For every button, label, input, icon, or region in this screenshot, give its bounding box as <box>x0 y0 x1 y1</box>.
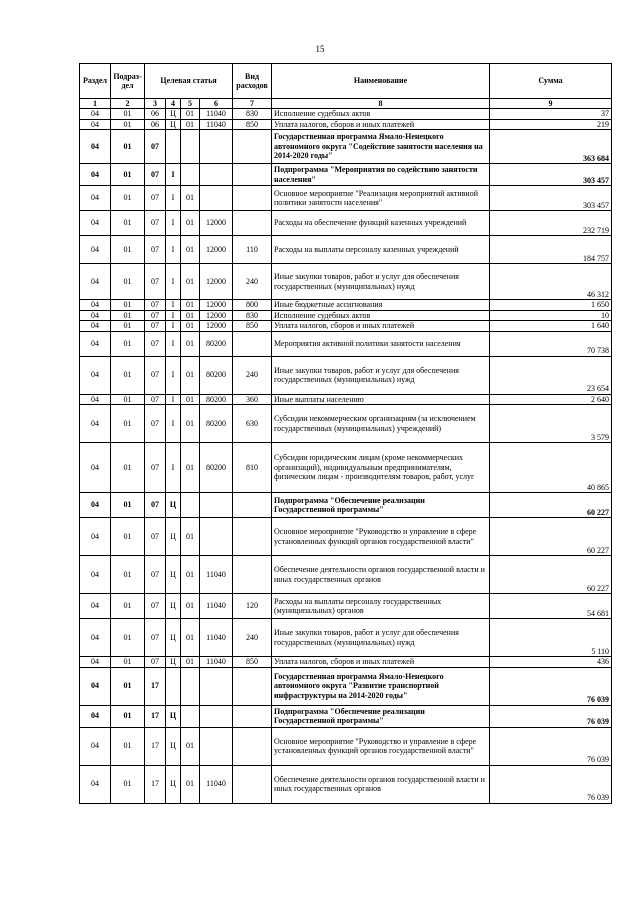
cell-cs-subprogram: Ц <box>166 594 181 619</box>
cell-naimenovanie: Исполнение судебных актов <box>272 109 490 120</box>
cell-cs-program: 06 <box>145 119 166 130</box>
cell-summa: 46 312 <box>490 264 612 300</box>
cell-cs-subprogram: I <box>166 331 181 356</box>
cell-cs-direction: 12000 <box>200 310 233 321</box>
cell-cs-event: 01 <box>181 310 200 321</box>
header-summa: Сумма <box>490 64 612 99</box>
cell-cs-direction <box>200 705 233 727</box>
cell-naimenovanie: Мероприятия активной политики занятости населения <box>272 331 490 356</box>
cell-vid-rashodov: 120 <box>233 594 272 619</box>
cell-cs-direction: 80200 <box>200 394 233 405</box>
cell-naimenovanie: Субсидии юридическим лицам (кроме некоммерческих организаций), индивидуальным предпринимателям, физическим лицам - производителям товаров, работ, услуг <box>272 443 490 493</box>
cell-razdel: 04 <box>80 164 111 186</box>
cell-cs-event: 01 <box>181 594 200 619</box>
cell-cs-subprogram: I <box>166 405 181 443</box>
col-number: 1 <box>80 99 111 109</box>
cell-cs-program: 17 <box>145 667 166 705</box>
cell-podrazdel: 01 <box>111 667 145 705</box>
cell-cs-program: 07 <box>145 130 166 164</box>
cell-cs-direction: 12000 <box>200 300 233 311</box>
cell-razdel: 04 <box>80 619 111 657</box>
cell-summa: 40 865 <box>490 443 612 493</box>
table-row <box>80 765 612 803</box>
page-number: 15 <box>315 44 325 54</box>
table-row <box>80 109 612 120</box>
cell-podrazdel: 01 <box>111 109 145 120</box>
cell-cs-subprogram: Ц <box>166 727 181 765</box>
cell-cs-subprogram: I <box>166 443 181 493</box>
cell-cs-subprogram: I <box>166 264 181 300</box>
cell-cs-event: 01 <box>181 331 200 356</box>
cell-cs-program: 07 <box>145 619 166 657</box>
cell-cs-event: 01 <box>181 109 200 120</box>
table-row <box>80 667 612 705</box>
cell-cs-direction <box>200 130 233 164</box>
cell-cs-program: 07 <box>145 518 166 556</box>
cell-cs-direction: 11040 <box>200 119 233 130</box>
cell-cs-direction: 12000 <box>200 321 233 332</box>
cell-podrazdel: 01 <box>111 321 145 332</box>
cell-summa: 184 757 <box>490 236 612 264</box>
table-body <box>80 109 612 804</box>
cell-cs-direction <box>200 727 233 765</box>
cell-summa: 1 640 <box>490 321 612 332</box>
cell-razdel: 04 <box>80 394 111 405</box>
cell-cs-program: 07 <box>145 236 166 264</box>
cell-cs-subprogram: I <box>166 236 181 264</box>
cell-cs-subprogram: I <box>166 164 181 186</box>
cell-cs-event <box>181 493 200 518</box>
cell-cs-direction: 11040 <box>200 556 233 594</box>
cell-cs-subprogram: Ц <box>166 556 181 594</box>
cell-razdel: 04 <box>80 727 111 765</box>
cell-vid-rashodov: 360 <box>233 394 272 405</box>
cell-razdel: 04 <box>80 264 111 300</box>
cell-cs-subprogram: Ц <box>166 657 181 668</box>
cell-cs-subprogram: Ц <box>166 765 181 803</box>
col-number: 7 <box>233 99 272 109</box>
cell-podrazdel: 01 <box>111 186 145 211</box>
cell-cs-direction <box>200 164 233 186</box>
cell-vid-rashodov <box>233 186 272 211</box>
cell-razdel: 04 <box>80 518 111 556</box>
cell-cs-event: 01 <box>181 186 200 211</box>
cell-summa: 1 650 <box>490 300 612 311</box>
cell-cs-program: 07 <box>145 186 166 211</box>
table-row <box>80 594 612 619</box>
cell-cs-event: 01 <box>181 321 200 332</box>
header-razdel: Раздел <box>80 64 111 99</box>
cell-podrazdel: 01 <box>111 594 145 619</box>
cell-naimenovanie: Исполнение судебных актов <box>272 310 490 321</box>
cell-cs-program: 07 <box>145 556 166 594</box>
cell-podrazdel: 01 <box>111 264 145 300</box>
cell-summa: 76 039 <box>490 727 612 765</box>
table-row <box>80 236 612 264</box>
cell-naimenovanie: Обеспечение деятельности органов государственной власти и иных государственных органов <box>272 765 490 803</box>
cell-podrazdel: 01 <box>111 211 145 236</box>
header-podrazdel: Подраз-дел <box>111 64 145 99</box>
cell-cs-direction: 80200 <box>200 331 233 356</box>
cell-naimenovanie: Подпрограмма "Обеспечение реализации Государственной программы" <box>272 705 490 727</box>
cell-naimenovanie: Государственная программа Ямало-Ненецкого автономного округа "Развитие транспортной инфраструктуры на 2014-2020 годы" <box>272 667 490 705</box>
cell-razdel: 04 <box>80 657 111 668</box>
cell-cs-event <box>181 164 200 186</box>
cell-cs-direction <box>200 186 233 211</box>
cell-cs-program: 17 <box>145 727 166 765</box>
cell-cs-program: 07 <box>145 264 166 300</box>
cell-cs-program: 07 <box>145 394 166 405</box>
col-number: 4 <box>166 99 181 109</box>
table-row <box>80 119 612 130</box>
cell-cs-event: 01 <box>181 264 200 300</box>
cell-podrazdel: 01 <box>111 236 145 264</box>
cell-podrazdel: 01 <box>111 394 145 405</box>
cell-vid-rashodov: 830 <box>233 310 272 321</box>
table-row <box>80 186 612 211</box>
cell-summa: 5 110 <box>490 619 612 657</box>
cell-cs-direction: 80200 <box>200 443 233 493</box>
cell-vid-rashodov <box>233 164 272 186</box>
col-number: 8 <box>272 99 490 109</box>
cell-naimenovanie: Основное мероприятие "Реализация мероприятий активной политики занятости населения" <box>272 186 490 211</box>
cell-summa: 54 681 <box>490 594 612 619</box>
cell-vid-rashodov: 240 <box>233 264 272 300</box>
cell-cs-subprogram: Ц <box>166 619 181 657</box>
cell-vid-rashodov: 630 <box>233 405 272 443</box>
cell-naimenovanie: Уплата налогов, сборов и иных платежей <box>272 321 490 332</box>
cell-summa: 60 227 <box>490 556 612 594</box>
cell-razdel: 04 <box>80 119 111 130</box>
cell-podrazdel: 01 <box>111 300 145 311</box>
cell-cs-event <box>181 667 200 705</box>
cell-razdel: 04 <box>80 594 111 619</box>
col-number: 2 <box>111 99 145 109</box>
cell-summa: 232 719 <box>490 211 612 236</box>
cell-cs-event: 01 <box>181 619 200 657</box>
cell-cs-program: 07 <box>145 493 166 518</box>
cell-naimenovanie: Субсидии некоммерческим организациям (за исключением государственных (муниципальных) учреждений) <box>272 405 490 443</box>
cell-razdel: 04 <box>80 331 111 356</box>
cell-cs-event: 01 <box>181 556 200 594</box>
cell-podrazdel: 01 <box>111 443 145 493</box>
cell-vid-rashodov: 850 <box>233 321 272 332</box>
cell-summa: 76 039 <box>490 765 612 803</box>
table-row <box>80 211 612 236</box>
cell-vid-rashodov: 850 <box>233 657 272 668</box>
cell-vid-rashodov <box>233 727 272 765</box>
table-row <box>80 727 612 765</box>
cell-naimenovanie: Подпрограмма "Обеспечение реализации Государственной программы" <box>272 493 490 518</box>
cell-naimenovanie: Расходы на обеспечение функций казенных учреждений <box>272 211 490 236</box>
header-naimenovanie: Наименование <box>272 64 490 99</box>
cell-cs-subprogram: I <box>166 394 181 405</box>
cell-cs-program: 07 <box>145 164 166 186</box>
cell-podrazdel: 01 <box>111 493 145 518</box>
col-number: 3 <box>145 99 166 109</box>
cell-podrazdel: 01 <box>111 310 145 321</box>
cell-podrazdel: 01 <box>111 331 145 356</box>
cell-cs-event: 01 <box>181 394 200 405</box>
col-number: 9 <box>490 99 612 109</box>
cell-vid-rashodov <box>233 518 272 556</box>
cell-cs-subprogram: I <box>166 356 181 394</box>
cell-summa: 70 738 <box>490 331 612 356</box>
cell-cs-subprogram: Ц <box>166 705 181 727</box>
cell-naimenovanie: Основное мероприятие "Руководство и управление в сфере установленных функций органов государственной власти" <box>272 518 490 556</box>
cell-vid-rashodov: 810 <box>233 443 272 493</box>
cell-podrazdel: 01 <box>111 556 145 594</box>
cell-cs-program: 17 <box>145 765 166 803</box>
cell-cs-event: 01 <box>181 443 200 493</box>
cell-cs-subprogram: I <box>166 310 181 321</box>
cell-summa: 60 227 <box>490 518 612 556</box>
cell-podrazdel: 01 <box>111 130 145 164</box>
cell-vid-rashodov: 240 <box>233 619 272 657</box>
header-row <box>80 64 612 99</box>
cell-naimenovanie: Уплата налогов, сборов и иных платежей <box>272 657 490 668</box>
cell-podrazdel: 01 <box>111 657 145 668</box>
cell-summa: 303 457 <box>490 186 612 211</box>
table-row <box>80 356 612 394</box>
cell-naimenovanie: Подпрограмма "Мероприятия по содействию занятости населения" <box>272 164 490 186</box>
cell-cs-subprogram <box>166 130 181 164</box>
cell-cs-event <box>181 130 200 164</box>
table-row <box>80 556 612 594</box>
cell-vid-rashodov <box>233 556 272 594</box>
table-row <box>80 130 612 164</box>
table-row <box>80 657 612 668</box>
cell-cs-direction: 80200 <box>200 356 233 394</box>
cell-cs-subprogram: I <box>166 321 181 332</box>
cell-cs-direction: 80200 <box>200 405 233 443</box>
col-number: 6 <box>200 99 233 109</box>
header-celevaya-statya: Целевая статья <box>145 64 233 99</box>
cell-cs-subprogram: Ц <box>166 493 181 518</box>
cell-podrazdel: 01 <box>111 705 145 727</box>
cell-cs-subprogram: Ц <box>166 119 181 130</box>
table-row <box>80 321 612 332</box>
cell-naimenovanie: Иные закупки товаров, работ и услуг для обеспечения государственных (муниципальных) нужд <box>272 619 490 657</box>
cell-razdel: 04 <box>80 186 111 211</box>
cell-summa: 23 654 <box>490 356 612 394</box>
cell-naimenovanie: Иные закупки товаров, работ и услуг для обеспечения государственных (муниципальных) нужд <box>272 356 490 394</box>
cell-vid-rashodov: 110 <box>233 236 272 264</box>
cell-cs-program: 07 <box>145 310 166 321</box>
cell-vid-rashodov: 830 <box>233 109 272 120</box>
cell-summa: 76 039 <box>490 705 612 727</box>
cell-cs-event: 01 <box>181 356 200 394</box>
cell-vid-rashodov: 240 <box>233 356 272 394</box>
cell-cs-program: 07 <box>145 356 166 394</box>
cell-podrazdel: 01 <box>111 765 145 803</box>
cell-razdel: 04 <box>80 765 111 803</box>
table-row <box>80 300 612 311</box>
table-row <box>80 405 612 443</box>
table-row <box>80 310 612 321</box>
cell-naimenovanie: Государственная программа Ямало-Ненецкого автономного округа "Содействие занятости населения на 2014-2020 годы" <box>272 130 490 164</box>
column-number-row <box>80 99 612 109</box>
cell-cs-direction: 11040 <box>200 594 233 619</box>
cell-razdel: 04 <box>80 300 111 311</box>
cell-summa: 10 <box>490 310 612 321</box>
cell-razdel: 04 <box>80 667 111 705</box>
cell-cs-event <box>181 705 200 727</box>
cell-razdel: 04 <box>80 556 111 594</box>
cell-podrazdel: 01 <box>111 164 145 186</box>
cell-summa: 76 039 <box>490 667 612 705</box>
cell-cs-program: 07 <box>145 321 166 332</box>
cell-podrazdel: 01 <box>111 518 145 556</box>
table-row <box>80 443 612 493</box>
cell-vid-rashodov <box>233 493 272 518</box>
cell-naimenovanie: Расходы на выплаты персоналу государственных (муниципальных) органов <box>272 594 490 619</box>
cell-naimenovanie: Обеспечение деятельности органов государственной власти и иных государственных органов <box>272 556 490 594</box>
cell-cs-program: 07 <box>145 657 166 668</box>
cell-vid-rashodov <box>233 667 272 705</box>
cell-cs-program: 07 <box>145 211 166 236</box>
cell-cs-program: 07 <box>145 405 166 443</box>
cell-razdel: 04 <box>80 405 111 443</box>
cell-podrazdel: 01 <box>111 727 145 765</box>
cell-cs-subprogram <box>166 667 181 705</box>
table-row <box>80 264 612 300</box>
cell-cs-direction: 11040 <box>200 619 233 657</box>
cell-cs-direction: 12000 <box>200 264 233 300</box>
cell-vid-rashodov <box>233 765 272 803</box>
cell-summa: 363 684 <box>490 130 612 164</box>
cell-cs-subprogram: I <box>166 186 181 211</box>
cell-podrazdel: 01 <box>111 619 145 657</box>
cell-cs-direction: 12000 <box>200 236 233 264</box>
cell-cs-event: 01 <box>181 236 200 264</box>
cell-razdel: 04 <box>80 705 111 727</box>
cell-cs-subprogram: I <box>166 300 181 311</box>
cell-razdel: 04 <box>80 443 111 493</box>
cell-naimenovanie: Иные выплаты населению <box>272 394 490 405</box>
cell-cs-direction <box>200 667 233 705</box>
table-row <box>80 331 612 356</box>
table-row <box>80 493 612 518</box>
cell-cs-direction <box>200 518 233 556</box>
cell-cs-direction: 11040 <box>200 657 233 668</box>
cell-naimenovanie: Расходы на выплаты персоналу казенных учреждений <box>272 236 490 264</box>
cell-cs-event: 01 <box>181 727 200 765</box>
cell-naimenovanie: Основное мероприятие "Руководство и управление в сфере установленных функций органов государственной власти" <box>272 727 490 765</box>
cell-summa: 2 640 <box>490 394 612 405</box>
cell-cs-subprogram: Ц <box>166 109 181 120</box>
cell-razdel: 04 <box>80 109 111 120</box>
cell-cs-event: 01 <box>181 119 200 130</box>
cell-podrazdel: 01 <box>111 119 145 130</box>
cell-vid-rashodov <box>233 705 272 727</box>
cell-cs-program: 07 <box>145 594 166 619</box>
cell-cs-event: 01 <box>181 405 200 443</box>
table-row <box>80 164 612 186</box>
cell-summa: 37 <box>490 109 612 120</box>
cell-cs-direction: 12000 <box>200 211 233 236</box>
header-vid-rashodov: Вид расходов <box>233 64 272 99</box>
cell-razdel: 04 <box>80 356 111 394</box>
cell-cs-direction: 11040 <box>200 109 233 120</box>
cell-cs-program: 07 <box>145 443 166 493</box>
cell-podrazdel: 01 <box>111 356 145 394</box>
cell-vid-rashodov <box>233 331 272 356</box>
table-row <box>80 518 612 556</box>
cell-summa: 436 <box>490 657 612 668</box>
cell-cs-direction: 11040 <box>200 765 233 803</box>
cell-cs-program: 17 <box>145 705 166 727</box>
cell-cs-program: 07 <box>145 300 166 311</box>
cell-razdel: 04 <box>80 493 111 518</box>
cell-razdel: 04 <box>80 211 111 236</box>
cell-cs-subprogram: Ц <box>166 518 181 556</box>
cell-razdel: 04 <box>80 310 111 321</box>
cell-cs-event: 01 <box>181 211 200 236</box>
cell-summa: 60 227 <box>490 493 612 518</box>
cell-cs-program: 07 <box>145 331 166 356</box>
cell-cs-event: 01 <box>181 657 200 668</box>
cell-cs-event: 01 <box>181 765 200 803</box>
cell-razdel: 04 <box>80 236 111 264</box>
cell-summa: 303 457 <box>490 164 612 186</box>
cell-vid-rashodov <box>233 211 272 236</box>
cell-vid-rashodov <box>233 130 272 164</box>
cell-razdel: 04 <box>80 130 111 164</box>
table-row <box>80 394 612 405</box>
cell-naimenovanie: Иные закупки товаров, работ и услуг для обеспечения государственных (муниципальных) нужд <box>272 264 490 300</box>
cell-cs-subprogram: I <box>166 211 181 236</box>
table-row <box>80 619 612 657</box>
cell-cs-event: 01 <box>181 300 200 311</box>
cell-vid-rashodov: 850 <box>233 119 272 130</box>
cell-cs-event: 01 <box>181 518 200 556</box>
cell-razdel: 04 <box>80 321 111 332</box>
cell-naimenovanie: Иные бюджетные ассигнования <box>272 300 490 311</box>
table-row <box>80 705 612 727</box>
cell-podrazdel: 01 <box>111 405 145 443</box>
cell-cs-program: 06 <box>145 109 166 120</box>
cell-cs-direction <box>200 493 233 518</box>
cell-vid-rashodov: 800 <box>233 300 272 311</box>
col-number: 5 <box>181 99 200 109</box>
cell-summa: 3 579 <box>490 405 612 443</box>
cell-naimenovanie: Уплата налогов, сборов и иных платежей <box>272 119 490 130</box>
cell-summa: 219 <box>490 119 612 130</box>
budget-table <box>79 63 612 804</box>
